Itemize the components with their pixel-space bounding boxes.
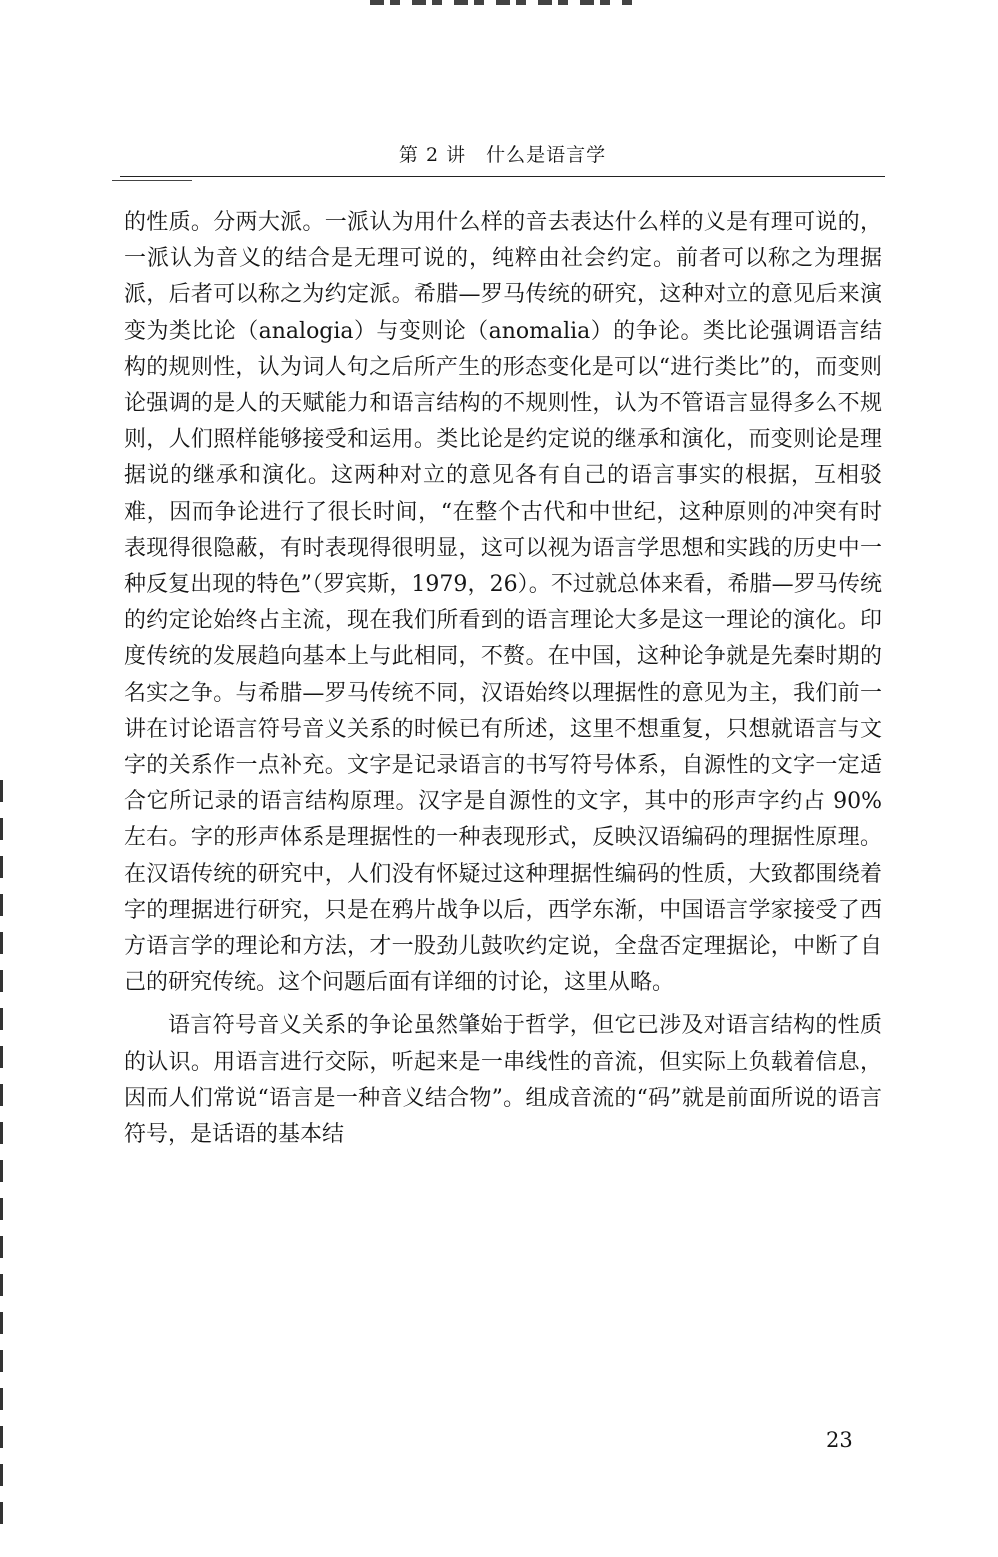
scan-artifact-bar bbox=[370, 0, 632, 5]
paragraph: 的性质。分两大派。一派认为用什么样的音去表达什么样的义是有理可说的，一派认为音义的结合是无理可说的，纯粹由社会约定。前者可以称之为理据派，后者可以称之为约定派。希腊—罗马传统的研究，这种对立的意见后来演变为类比论（analogia）与变则论（anomalia）的争论。类比论强调语言结构的规则性，认为词人句之后所产生的形态变化是可以“进行类比”的，而变则论强调的是人的天赋能力和语言结构的不规则性，认为不管语言显得多么不规则，人们照样能够接受和运用。类比论是约定说的继承和演化，而变则论是理据说的继承和演化。这两种对立的意见各有自己的语言事实的根据，互相驳难，因而争论进行了很长时间，“在整个古代和中世纪，这种原则的冲突有时表现得很隐蔽，有时表现得很明显，这可以视为语言学思想和实践的历史中一种反复出现的特色”（罗宾斯，1979，26）。不过就总体来看，希腊—罗马传统的约定论始终占主流，现在我们所看到的语言理论大多是这一理论的演化。印度传统的发展趋向基本上与此相同，不赘。在中国，这种论争就是先秦时期的名实之争。与希腊—罗马传统不同，汉语始终以理据性的意见为主，我们前一讲在讨论语言符号音义关系的时候已有所述，这里不想重复，只想就语言与文字的关系作一点补充。文字是记录语言的书写符号体系，自源性的文字一定适合它所记录的语言结构原理。汉字是自源性的文字，其中的形声字约占 90%左右。字的形声体系是理据性的一种表现形式，反映汉语编码的理据性原理。在汉语传统的研究中，人们没有怀疑过这种理据性编码的性质，大致都围绕着字的理据进行研究，只是在鸦片战争以后，西学东渐，中国语言学家接受了西方语言学的理论和方法，才一股劲儿鼓吹约定说，全盘否定理据论，中断了自己的研究传统。这个问题后面有详细的讨论，这里从略。 bbox=[124, 210, 882, 996]
paragraph: 语言符号音义关系的争论虽然肇始于哲学，但它已涉及对语言结构的性质的认识。用语言进行交际，听起来是一串线性的音流，但实际上负载着信息，因而人们常说“语言是一种音义结合物”。组成音流的“码”就是前面所说的语言符号，是话语的基本结 bbox=[124, 1013, 882, 1148]
binding-edge-marks bbox=[0, 780, 10, 1540]
running-header: 第 2 讲 什么是语言学 bbox=[398, 144, 607, 166]
header-rule bbox=[120, 176, 885, 177]
header-rule-mark bbox=[112, 180, 192, 181]
body-text bbox=[124, 205, 882, 1153]
page-number: 23 bbox=[826, 1428, 853, 1452]
